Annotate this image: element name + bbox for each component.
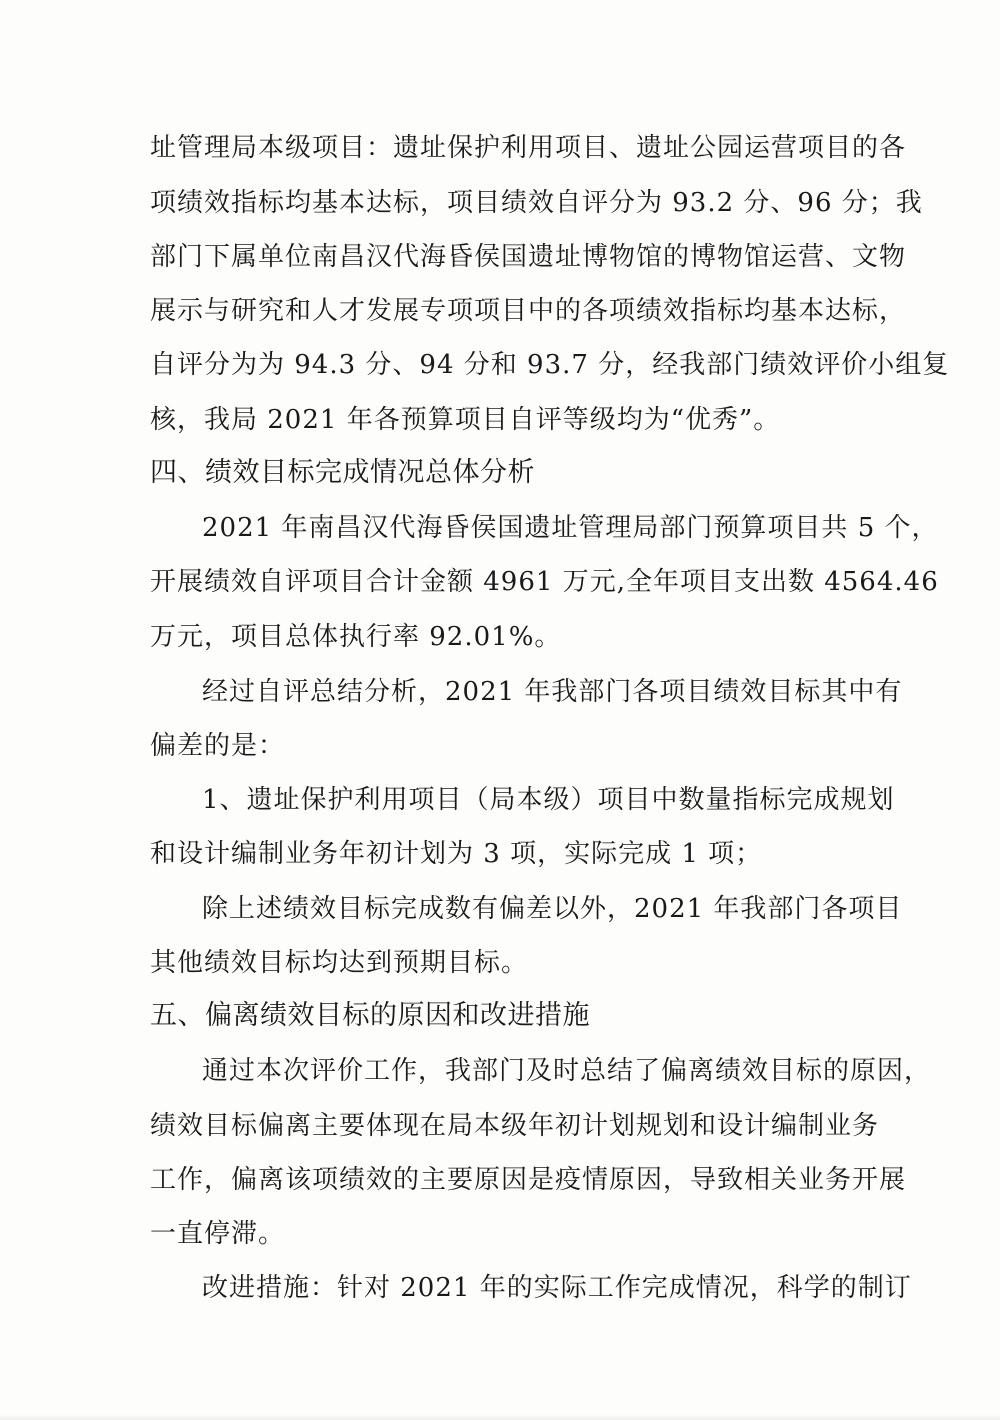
text-line: 核，我局 2021 年各预算项目自评等级均为“优秀”。: [150, 405, 781, 435]
text-line: 通过本次评价工作，我部门及时总结了偏离绩效目标的原因，: [202, 1056, 932, 1086]
text-line: 绩效目标偏离主要体现在局本级年初计划规划和设计编制业务: [150, 1111, 880, 1141]
text-line: 展示与研究和人才发展专项项目中的各项绩效指标均基本达标，: [150, 296, 907, 326]
text-line: 一直停滞。: [150, 1219, 286, 1249]
text-line: 项绩效指标均基本达标，项目绩效自评分为 93.2 分、96 分；我: [150, 188, 923, 218]
text-line: 开展绩效自评项目合计金额 4961 万元,全年项目支出数 4564.46: [150, 567, 939, 597]
scan-shadow: [0, 1414, 1000, 1420]
text-line: 工作，偏离该项绩效的主要原因是疫情原因，导致相关业务开展: [150, 1165, 907, 1195]
text-line: 经过自评总结分析，2021 年我部门各项目绩效目标其中有: [202, 677, 903, 707]
section-heading: 四、绩效目标完成情况总体分析: [150, 457, 535, 488]
text-line: 和设计编制业务年初计划为 3 项，实际完成 1 项；: [150, 839, 763, 869]
text-line: 偏差的是：: [150, 731, 286, 761]
text-line: 2021 年南昌汉代海昏侯国遗址管理局部门预算项目共 5 个，: [202, 513, 939, 543]
text-line: 其他绩效目标均达到预期目标。: [150, 948, 529, 978]
text-line: 除上述绩效目标完成数有偏差以外，2021 年我部门各项目: [202, 894, 903, 924]
list-item: 1、遗址保护利用项目（局本级）项目中数量指标完成规划: [202, 785, 895, 815]
section-heading: 五、偏离绩效目标的原因和改进措施: [150, 1000, 590, 1031]
text-line: 改进措施：针对 2021 年的实际工作完成情况，科学的制订: [202, 1273, 912, 1303]
text-line: 自评分为为 94.3 分、94 分和 93.7 分，经我部门绩效评价小组复: [150, 350, 950, 380]
text-line: 部门下属单位南昌汉代海昏侯国遗址博物馆的博物馆运营、文物: [150, 242, 907, 272]
text-line: 址管理局本级项目：遗址保护利用项目、遗址公园运营项目的各: [150, 133, 907, 163]
text-line: 万元，项目总体执行率 92.01%。: [150, 622, 562, 652]
